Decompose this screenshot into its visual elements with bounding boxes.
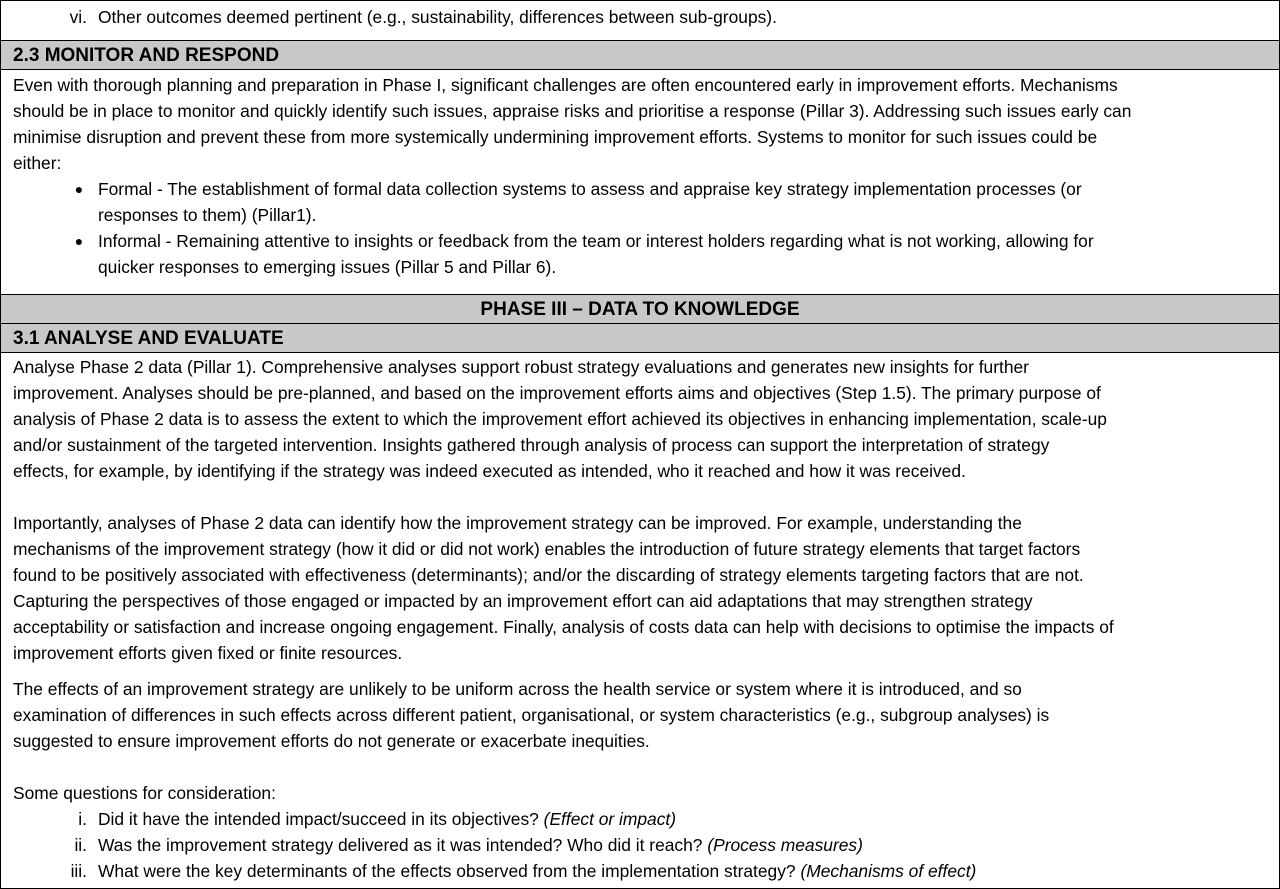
list-marker: i. <box>78 809 87 829</box>
bullet-item-formal <box>13 176 1269 228</box>
paragraph-line: Even with thorough planning and preparation in Phase I, significant challenges are often encountered early in improvement efforts. Mechanisms <box>13 75 1118 95</box>
list-marker: vi. <box>69 7 87 27</box>
question-text: Did it have the intended impact/succeed in its objectives? <box>98 809 539 829</box>
paragraph-line: suggested to ensure improvement efforts do not generate or exacerbate inequities. <box>13 731 650 751</box>
bullet-line: quicker responses to emerging issues (Pillar 5 and Pillar 6). <box>98 257 557 277</box>
phase-heading <box>1 295 1279 324</box>
bullet-icon: ● <box>74 181 84 197</box>
paragraph-line: improvement efforts given fixed or finite resources. <box>13 643 403 663</box>
question-text: Was the improvement strategy delivered as it was intended? Who did it reach? <box>98 835 703 855</box>
section-heading-3-1 <box>1 324 1279 353</box>
paragraph-gap <box>13 666 1269 676</box>
section-3-1-body <box>1 353 1279 888</box>
phase-heading-text: PHASE III – DATA TO KNOWLEDGE <box>480 299 800 320</box>
paragraph-gap <box>13 754 1269 780</box>
paragraph-line: effects, for example, by identifying if the strategy was indeed executed as intended, who it reached and how it was received. <box>13 461 966 481</box>
bullet-icon: ● <box>74 233 84 249</box>
section-heading-2-3 <box>1 41 1279 70</box>
paragraph-gap <box>13 484 1269 510</box>
list-item <box>13 4 1269 30</box>
paragraph-line: found to be positively associated with effectiveness (determinants); and/or the discarding of strategy elements targeting factors that are not. <box>13 565 1084 585</box>
paragraph-line: Analyse Phase 2 data (Pillar 1). Comprehensive analyses support robust strategy evaluations and generates new insights for further <box>13 357 1029 377</box>
paragraph-line: either: <box>13 153 62 173</box>
paragraph-line: improvement. Analyses should be pre-planned, and based on the improvement efforts aims and objectives (Step 1.5). The primary purpose of <box>13 383 1101 403</box>
paragraph-line: Capturing the perspectives of those engaged or impacted by an improvement effort can aid adaptations that may strengthen strategy <box>13 591 1033 611</box>
paragraph-line: mechanisms of the improvement strategy (how it did or did not work) enables the introduction of future strategy elements that target factors <box>13 539 1081 559</box>
question-note: (Effect or impact) <box>543 809 677 829</box>
list-item-text: Other outcomes deemed pertinent (e.g., sustainability, differences between sub-groups). <box>98 7 777 27</box>
question-item <box>13 806 1269 832</box>
bullet-line: Informal - Remaining attentive to insights or feedback from the team or interest holders regarding what is not working, allowing for <box>98 231 1094 251</box>
section-2-3-body <box>1 70 1279 295</box>
list-marker: iii. <box>70 861 87 881</box>
bullet-line: responses to them) (Pillar1). <box>98 205 317 225</box>
paragraph-line: Importantly, analyses of Phase 2 data can identify how the improvement strategy can be improved. For example, understanding the <box>13 513 1022 533</box>
section-heading-text: 3.1 ANALYSE AND EVALUATE <box>13 328 284 349</box>
paragraph-line: examination of differences in such effects across different patient, organisational, or system characteristics (e.g., subgroup analyses) is <box>13 705 1050 725</box>
paragraph-line: acceptability or satisfaction and increase ongoing engagement. Finally, analysis of costs data can help with decisions to optimise the impacts of <box>13 617 1114 637</box>
paragraph-line: and/or sustainment of the targeted intervention. Insights gathered through analysis of process can support the interpretation of strategy <box>13 435 1050 455</box>
question-item <box>13 832 1269 858</box>
section-heading-text: 2.3 MONITOR AND RESPOND <box>13 45 280 66</box>
questions-intro: Some questions for consideration: <box>13 783 276 803</box>
question-note: (Process measures) <box>707 835 863 855</box>
question-note: (Mechanisms of effect) <box>800 861 977 881</box>
list-marker: ii. <box>74 835 87 855</box>
paragraph-line: should be in place to monitor and quickly identify such issues, appraise risks and prioritise a response (Pillar 3). Addressing such issues early can <box>13 101 1132 121</box>
paragraph-line: minimise disruption and prevent these from more systemically undermining improvement efforts. Systems to monitor for such issues could be <box>13 127 1098 147</box>
bullet-item-informal <box>13 228 1269 280</box>
question-item <box>13 858 1269 884</box>
paragraph-line: The effects of an improvement strategy are unlikely to be uniform across the health service or system where it is introduced, and so <box>13 679 1022 699</box>
paragraph-line: analysis of Phase 2 data is to assess the extent to which the improvement effort achieved its objectives in enhancing implementation, scale-up <box>13 409 1107 429</box>
question-text: What were the key determinants of the effects observed from the implementation strategy? <box>98 861 796 881</box>
bullet-line: Formal - The establishment of formal data collection systems to assess and appraise key strategy implementation processes (or <box>98 179 1082 199</box>
top-item-row <box>1 1 1279 41</box>
